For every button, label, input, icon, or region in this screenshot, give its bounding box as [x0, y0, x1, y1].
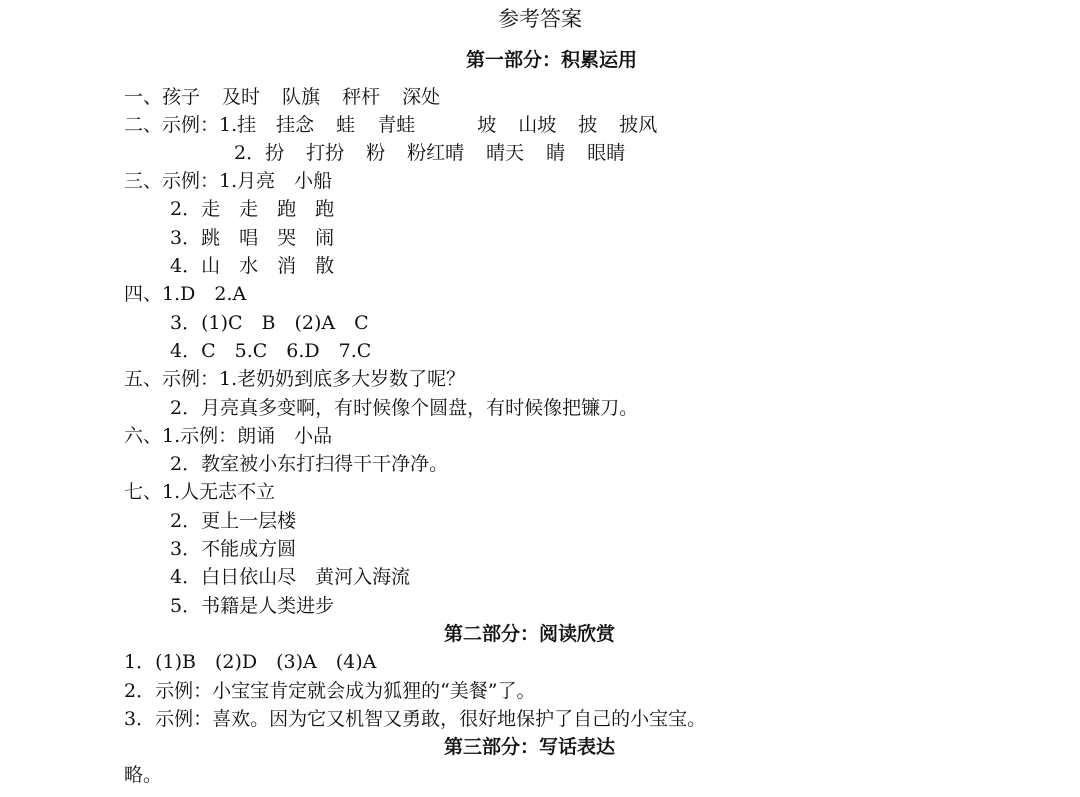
q2-label: 二、 — [124, 114, 163, 136]
q3-line3: 3．跳 唱 哭 闹 — [170, 227, 335, 249]
q2-line1-prefix: 示例：1.挂 — [162, 114, 257, 136]
q2-line2-prefix: 2．扮 — [234, 142, 285, 164]
q7-label: 七、 — [124, 481, 163, 503]
q2-word: 睛 — [546, 142, 566, 164]
q2-word: 山坡 — [518, 114, 557, 136]
q1-line — [124, 83, 440, 111]
q1-item: 秤杆 — [342, 86, 381, 108]
page-title: 参考答案 — [498, 7, 582, 31]
q2-line2 — [234, 139, 625, 167]
q5-line1 — [124, 365, 465, 393]
q2-word: 打扮 — [306, 142, 345, 164]
q2-word: 披 — [578, 114, 598, 136]
q7-line2: 2．更上一层楼 — [170, 510, 297, 532]
part3-heading: 第三部分：写话表达 — [444, 736, 616, 758]
q1-item: 队旗 — [282, 86, 321, 108]
q2-word: 挂念 — [276, 114, 315, 136]
q5-line1-text: 示例：1.老奶奶到底多大岁数了呢？ — [162, 368, 466, 390]
q1-label: 一、 — [124, 86, 163, 108]
q2-line1 — [124, 111, 657, 139]
q3-line1 — [124, 167, 332, 195]
q2-word: 晴天 — [486, 142, 525, 164]
q3-line1-text: 示例：1.月亮 小船 — [162, 170, 333, 192]
q3-line4: 4．山 水 消 散 — [170, 255, 335, 277]
q2-word: 粉 — [366, 142, 386, 164]
q6-label: 六、 — [124, 425, 163, 447]
q2-word: 蛙 — [336, 114, 356, 136]
q5-label: 五、 — [124, 368, 163, 390]
part2-line2: 2．示例：小宝宝肯定就会成为狐狸的“美餐”了。 — [124, 680, 536, 702]
part2-heading: 第二部分：阅读欣赏 — [444, 623, 616, 645]
q2-word: 粉红 — [407, 142, 446, 164]
q2-word: 眼睛 — [587, 142, 626, 164]
q5-line2: 2．月亮真多变啊，有时候像个圆盘，有时候像把镰刀。 — [170, 397, 639, 419]
q1-item: 孩子 — [162, 86, 201, 108]
part2-line1: 1．(1)B (2)D (3)A (4)A — [124, 651, 377, 673]
q7-line1 — [124, 478, 275, 506]
q2-word: 晴 — [445, 142, 465, 164]
part1-heading: 第一部分：积累运用 — [466, 49, 638, 71]
q1-item: 及时 — [222, 86, 261, 108]
part2-line3: 3．示例：喜欢。因为它又机智又勇敢，很好地保护了自己的小宝宝。 — [124, 708, 707, 730]
q2-word: 青蛙 — [377, 114, 416, 136]
q4-label: 四、 — [124, 283, 163, 305]
part3-line1: 略。 — [124, 764, 163, 786]
q7-line1-text: 1.人无志不立 — [162, 481, 276, 503]
q4-line1 — [124, 280, 246, 308]
q1-item: 深处 — [402, 86, 441, 108]
q7-line3: 3．不能成方圆 — [170, 538, 297, 560]
q4-line3: 4．C 5.C 6.D 7.C — [170, 340, 372, 362]
q6-line2: 2．教室被小东打扫得干干净净。 — [170, 453, 449, 475]
q6-line1 — [124, 422, 332, 450]
q3-line2: 2．走 走 跑 跑 — [170, 198, 335, 220]
q2-word: 坡 — [477, 114, 497, 136]
q2-word: 披风 — [619, 114, 658, 136]
q6-line1-text: 1.示例：朗诵 小品 — [162, 425, 333, 447]
q4-line1-text: 1.D 2.A — [162, 283, 247, 305]
q3-label: 三、 — [124, 170, 163, 192]
q7-line4: 4．白日依山尽 黄河入海流 — [170, 566, 411, 588]
q7-line5: 5．书籍是人类进步 — [170, 595, 335, 617]
q4-line2: 3．(1)C B (2)A C — [170, 312, 369, 334]
